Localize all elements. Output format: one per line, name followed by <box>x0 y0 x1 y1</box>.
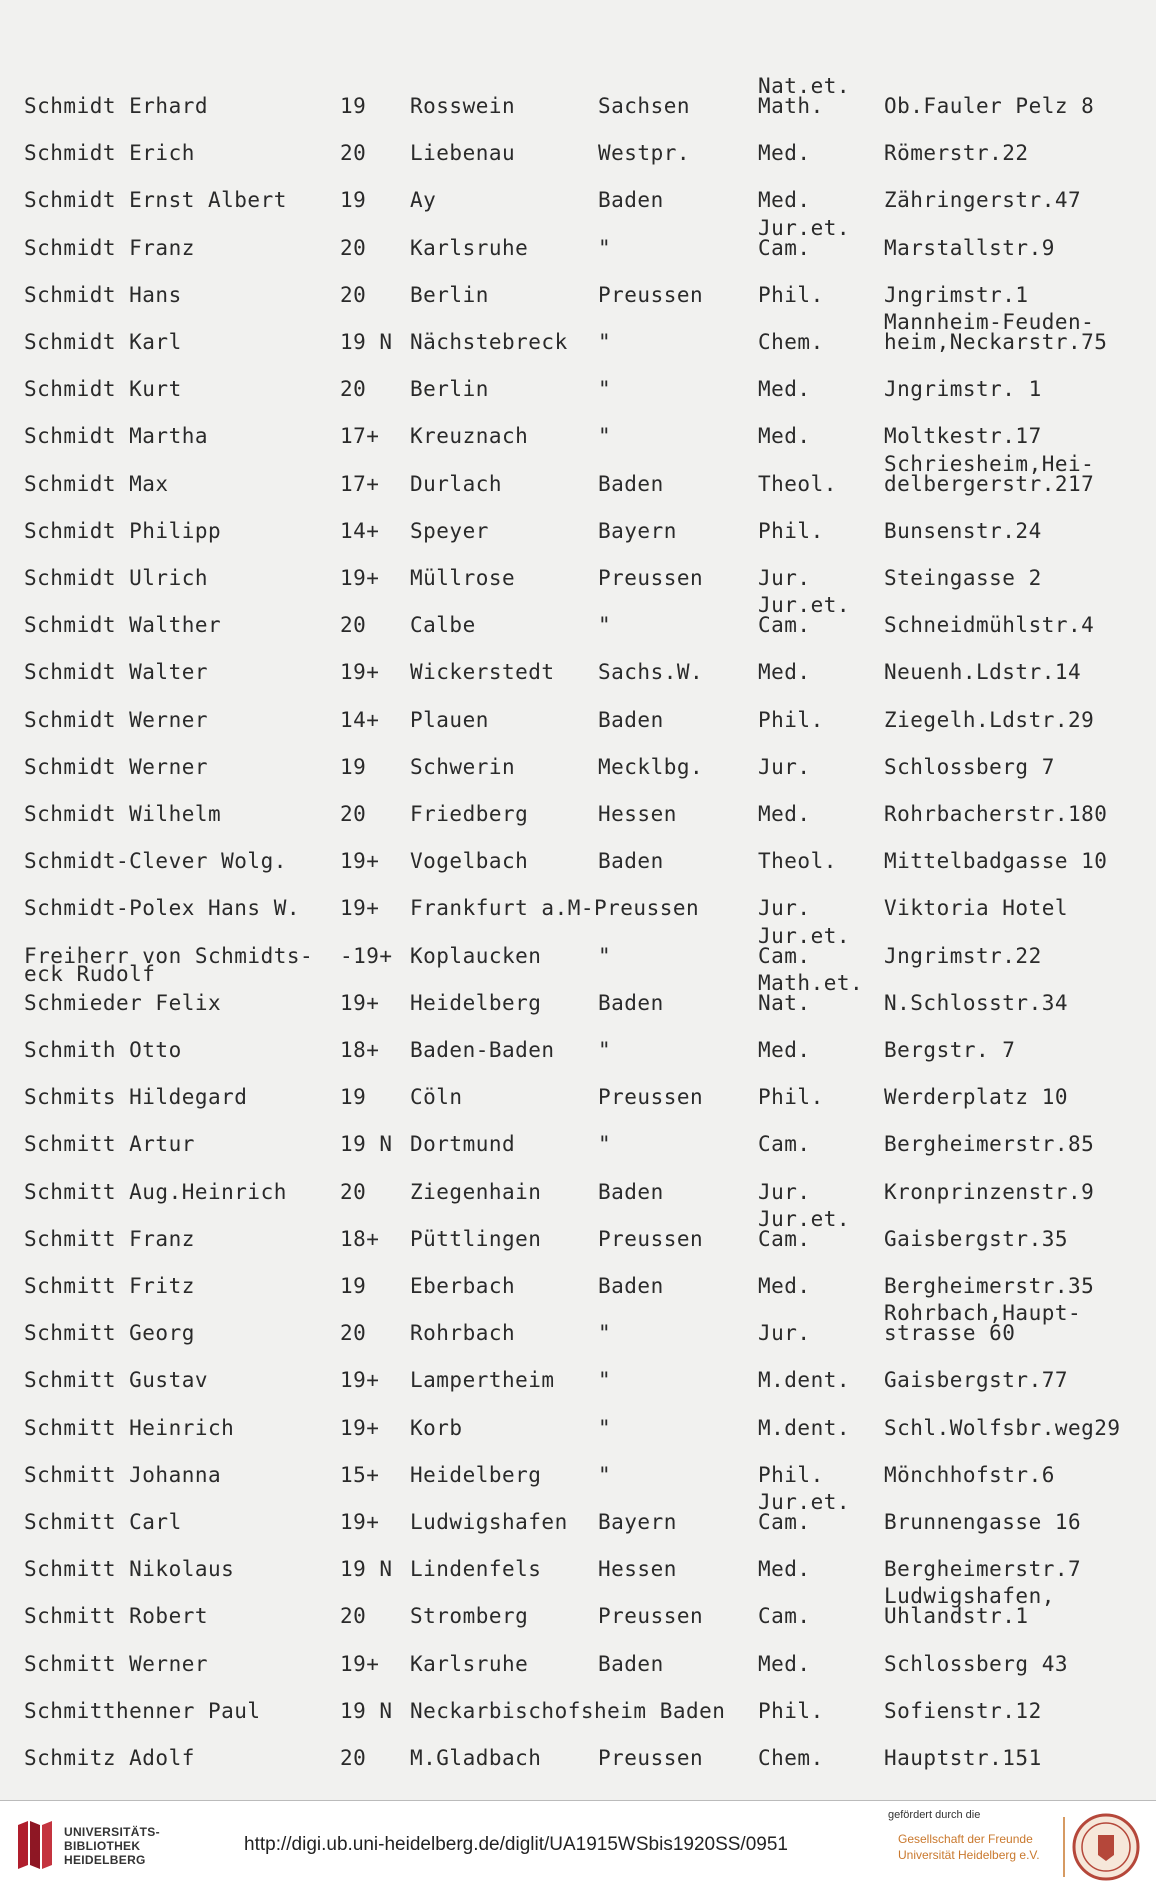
cell-addr: heim,Neckarstr.75 <box>884 330 1108 354</box>
register-row <box>0 1087 1156 1107</box>
cell-city: Karlsruhe <box>410 1652 529 1676</box>
cell-fac: Theol. <box>758 472 837 496</box>
cell-city: Friedberg <box>410 802 529 826</box>
cell-name: Schmidt Franz <box>24 236 195 260</box>
cell-fac: Theol. <box>758 849 837 873</box>
cell-fac: Jur. <box>758 755 811 779</box>
cell-fac-pre: Jur.et. <box>758 593 851 617</box>
cell-fac: Cam. <box>758 944 811 968</box>
cell-age: 17+ <box>340 424 380 448</box>
cell-city: Rosswein <box>410 94 516 118</box>
cell-city: Ziegenhain <box>410 1180 542 1204</box>
cell-fac: Chem. <box>758 330 824 354</box>
sponsor-name-line2: Universität Heidelberg e.V. <box>898 1848 1040 1862</box>
cell-name: Freiherr von Schmidts- <box>24 944 314 968</box>
register-row <box>0 1490 1156 1534</box>
register-row <box>0 1370 1156 1390</box>
cell-addr: Bergheimerstr.7 <box>884 1557 1082 1581</box>
cell-age: 19+ <box>340 1510 380 1534</box>
cell-addr: Bergstr. 7 <box>884 1038 1016 1062</box>
cell-city: Neckarbischofsheim Baden <box>410 1699 726 1723</box>
register-row <box>0 593 1156 637</box>
cell-city: Korb <box>410 1416 463 1440</box>
cell-fac: Cam. <box>758 1227 811 1251</box>
register-row <box>0 1654 1156 1674</box>
cell-fac: Phil. <box>758 1463 824 1487</box>
cell-city: Berlin <box>410 377 489 401</box>
cell-name: Schmitthenner Paul <box>24 1699 261 1723</box>
cell-land: Hessen <box>598 1557 677 1581</box>
cell-land: Baden <box>598 188 664 212</box>
cell-age: 19 N <box>340 1132 393 1156</box>
cell-age: 19 N <box>340 330 393 354</box>
cell-age: 19+ <box>340 1368 380 1392</box>
cell-age: 18+ <box>340 1038 380 1062</box>
cell-city: M.Gladbach <box>410 1746 542 1770</box>
register-row <box>0 74 1156 118</box>
cell-land: Westpr. <box>598 141 691 165</box>
cell-city: Cöln <box>410 1085 463 1109</box>
cell-fac: Phil. <box>758 1699 824 1723</box>
cell-land: Baden <box>598 1180 664 1204</box>
sponsor-name-line1: Gesellschaft der Freunde <box>898 1832 1033 1846</box>
cell-city: Vogelbach <box>410 849 529 873</box>
cell-age: 14+ <box>340 519 380 543</box>
cell-fac: Phil. <box>758 1085 824 1109</box>
cell-addr: Schlossberg 43 <box>884 1652 1069 1676</box>
cell-city: Ay <box>410 188 437 212</box>
cell-age: 20 <box>340 141 367 165</box>
cell-addr: Werderplatz 10 <box>884 1085 1069 1109</box>
cell-land: Preussen <box>598 1085 704 1109</box>
cell-addr: Ob.Fauler Pelz 8 <box>884 94 1095 118</box>
cell-city: Dortmund <box>410 1132 516 1156</box>
cell-city: Nächstebreck <box>410 330 568 354</box>
cell-name-continued: eck Rudolf <box>24 962 156 986</box>
cell-land: " <box>598 1416 612 1440</box>
cell-addr: Bergheimerstr.85 <box>884 1132 1095 1156</box>
cell-fac: Cam. <box>758 1510 811 1534</box>
cell-age: 20 <box>340 1746 367 1770</box>
cell-addr: Jngrimstr.22 <box>884 944 1042 968</box>
cell-name: Schmitt Carl <box>24 1510 182 1534</box>
cell-fac-pre: Jur.et. <box>758 924 851 948</box>
cell-name: Schmitt Franz <box>24 1227 195 1251</box>
cell-city: Liebenau <box>410 141 516 165</box>
cell-age: 20 <box>340 613 367 637</box>
cell-fac-pre: Jur.et. <box>758 1490 851 1514</box>
cell-age: 18+ <box>340 1227 380 1251</box>
cell-age: 19+ <box>340 991 380 1015</box>
cell-city: Plauen <box>410 708 489 732</box>
cell-fac: Jur. <box>758 1180 811 1204</box>
cell-fac: Cam. <box>758 236 811 260</box>
cell-name: Schmitt Artur <box>24 1132 195 1156</box>
cell-addr: Bunsenstr.24 <box>884 519 1042 543</box>
register-row <box>0 568 1156 588</box>
cell-city: Karlsruhe <box>410 236 529 260</box>
cell-name: Schmidt Ulrich <box>24 566 209 590</box>
cell-fac: Cam. <box>758 1132 811 1156</box>
cell-fac: Med. <box>758 188 811 212</box>
cell-land: " <box>598 1321 612 1345</box>
cell-city: Baden-Baden <box>410 1038 555 1062</box>
cell-city: Müllrose <box>410 566 516 590</box>
cell-name: Schmitt Robert <box>24 1604 209 1628</box>
cell-name: Schmidt Wilhelm <box>24 802 222 826</box>
cell-land: Preussen <box>598 1227 704 1251</box>
cell-addr: Römerstr.22 <box>884 141 1029 165</box>
cell-addr: Mönchhofstr.6 <box>884 1463 1055 1487</box>
cell-name: Schmidt-Clever Wolg. <box>24 849 287 873</box>
cell-fac: Med. <box>758 424 811 448</box>
cell-name: Schmith Otto <box>24 1038 182 1062</box>
cell-age: 19 <box>340 188 367 212</box>
cell-addr-pre: Rohrbach,Haupt- <box>884 1301 1082 1325</box>
cell-fac: Phil. <box>758 283 824 307</box>
cell-addr: Rohrbacherstr.180 <box>884 802 1108 826</box>
cell-age: 20 <box>340 1180 367 1204</box>
register-row <box>0 216 1156 260</box>
cell-addr: Jngrimstr.1 <box>884 283 1029 307</box>
cell-age: -19+ <box>340 944 393 968</box>
cell-age: 19 N <box>340 1557 393 1581</box>
cell-fac: Med. <box>758 1274 811 1298</box>
cell-name: Schmidt Kurt <box>24 377 182 401</box>
cell-fac: Phil. <box>758 519 824 543</box>
cell-addr: Mittelbadgasse 10 <box>884 849 1108 873</box>
cell-age: 20 <box>340 1604 367 1628</box>
register-row <box>0 1701 1156 1721</box>
cell-addr: Zähringerstr.47 <box>884 188 1082 212</box>
cell-name: Schmidt Erhard <box>24 94 209 118</box>
cell-city: Durlach <box>410 472 503 496</box>
cell-age: 19+ <box>340 896 380 920</box>
cell-land: Bayern <box>598 1510 677 1534</box>
cell-addr: Marstallstr.9 <box>884 236 1055 260</box>
register-row <box>0 1418 1156 1438</box>
cell-age: 19 <box>340 1274 367 1298</box>
cell-city: Lampertheim <box>410 1368 555 1392</box>
cell-fac: Med. <box>758 141 811 165</box>
cell-age: 14+ <box>340 708 380 732</box>
register-row <box>0 1207 1156 1251</box>
cell-age: 20 <box>340 377 367 401</box>
cell-addr: Schl.Wolfsbr.weg29 <box>884 1416 1121 1440</box>
cell-age: 19+ <box>340 849 380 873</box>
cell-fac: Med. <box>758 1557 811 1581</box>
cell-addr: Neuenh.Ldstr.14 <box>884 660 1082 684</box>
cell-city: Kreuznach <box>410 424 529 448</box>
cell-addr: Hauptstr.151 <box>884 1746 1042 1770</box>
cell-name: Schmitt Nikolaus <box>24 1557 235 1581</box>
cell-city: Frankfurt a.M-Preussen <box>410 896 700 920</box>
cell-land: Sachsen <box>598 94 691 118</box>
cell-city: Lindenfels <box>410 1557 542 1581</box>
library-name-line2: BIBLIOTHEK <box>64 1839 141 1853</box>
cell-fac: Jur. <box>758 566 811 590</box>
cell-fac: Nat. <box>758 991 811 1015</box>
cell-city: Heidelberg <box>410 1463 542 1487</box>
cell-land: Baden <box>598 849 664 873</box>
cell-addr: Viktoria Hotel <box>884 896 1069 920</box>
cell-name: Schmidt-Polex Hans W. <box>24 896 301 920</box>
cell-name: Schmitz Adolf <box>24 1746 195 1770</box>
cell-fac: M.dent. <box>758 1416 851 1440</box>
cell-fac: Phil. <box>758 708 824 732</box>
cell-land: " <box>598 613 612 637</box>
cell-addr-pre: Schriesheim,Hei- <box>884 452 1095 476</box>
cell-land: Hessen <box>598 802 677 826</box>
cell-city: Calbe <box>410 613 476 637</box>
register-row <box>0 379 1156 399</box>
register-row <box>0 426 1156 446</box>
cell-fac-pre: Jur.et. <box>758 1207 851 1231</box>
cell-name: Schmitt Aug.Heinrich <box>24 1180 287 1204</box>
cell-city: Rohrbach <box>410 1321 516 1345</box>
cell-land: Baden <box>598 472 664 496</box>
cell-name: Schmidt Martha <box>24 424 209 448</box>
cell-age: 19 N <box>340 1699 393 1723</box>
cell-age: 19 <box>340 1085 367 1109</box>
viewer-footer <box>0 1800 1156 1888</box>
cell-land: Preussen <box>598 1746 704 1770</box>
cell-fac: Med. <box>758 660 811 684</box>
cell-addr: Steingasse 2 <box>884 566 1042 590</box>
cell-land: Mecklbg. <box>598 755 704 779</box>
cell-age: 20 <box>340 1321 367 1345</box>
cell-name: Schmitt Georg <box>24 1321 195 1345</box>
cell-fac: Med. <box>758 1652 811 1676</box>
cell-addr: Moltkestr.17 <box>884 424 1042 448</box>
cell-land: " <box>598 377 612 401</box>
cell-addr-pre: Ludwigshafen, <box>884 1584 1055 1608</box>
cell-name: Schmitt Werner <box>24 1652 209 1676</box>
cell-land: " <box>598 1463 612 1487</box>
cell-fac-pre: Nat.et. <box>758 74 851 98</box>
cell-land: Preussen <box>598 566 704 590</box>
cell-age: 20 <box>340 802 367 826</box>
cell-age: 17+ <box>340 472 380 496</box>
cell-addr: N.Schlosstr.34 <box>884 991 1069 1015</box>
register-row <box>0 285 1156 305</box>
cell-city: Heidelberg <box>410 991 542 1015</box>
cell-name: Schmidt Hans <box>24 283 182 307</box>
sponsor-label: gefördert durch die <box>888 1809 981 1821</box>
cell-fac: Jur. <box>758 1321 811 1345</box>
cell-fac-pre: Jur.et. <box>758 216 851 240</box>
register-row <box>0 310 1156 354</box>
cell-city: Koplaucken <box>410 944 542 968</box>
cell-addr: Kronprinzenstr.9 <box>884 1180 1095 1204</box>
cell-name: Schmidt Max <box>24 472 169 496</box>
cell-name: Schmitt Heinrich <box>24 1416 235 1440</box>
cell-age: 19+ <box>340 1416 380 1440</box>
library-name <box>64 1825 160 1867</box>
cell-fac: Jur. <box>758 896 811 920</box>
register-row <box>0 143 1156 163</box>
cell-name: Schmidt Philipp <box>24 519 222 543</box>
register-row <box>0 851 1156 871</box>
cell-city: Wickerstedt <box>410 660 555 684</box>
cell-land: Baden <box>598 1652 664 1676</box>
cell-age: 19+ <box>340 566 380 590</box>
cell-land: Baden <box>598 708 664 732</box>
cell-fac-pre: Math.et. <box>758 971 864 995</box>
cell-land: " <box>598 1368 612 1392</box>
cell-name: Schmitt Gustav <box>24 1368 209 1392</box>
cell-addr: Schlossberg 7 <box>884 755 1055 779</box>
university-library-logo-icon <box>14 1819 56 1871</box>
cell-age: 20 <box>340 236 367 260</box>
register-row <box>0 1559 1156 1579</box>
cell-addr: Brunnengasse 16 <box>884 1510 1082 1534</box>
cell-age: 19 <box>340 755 367 779</box>
cell-name: Schmidt Walther <box>24 613 222 637</box>
university-seal-icon <box>1062 1811 1140 1883</box>
cell-land: Preussen <box>598 283 704 307</box>
register-row <box>0 1040 1156 1060</box>
cell-fac: Med. <box>758 377 811 401</box>
cell-addr: delbergerstr.217 <box>884 472 1095 496</box>
cell-addr: Jngrimstr. 1 <box>884 377 1042 401</box>
cell-land: " <box>598 236 612 260</box>
cell-city: Stromberg <box>410 1604 529 1628</box>
cell-name: Schmieder Felix <box>24 991 222 1015</box>
cell-name: Schmidt Werner <box>24 755 209 779</box>
register-row <box>0 452 1156 496</box>
cell-name: Schmitt Johanna <box>24 1463 222 1487</box>
cell-city: Berlin <box>410 283 489 307</box>
cell-name: Schmits Hildegard <box>24 1085 248 1109</box>
cell-land: " <box>598 330 612 354</box>
cell-name: Schmitt Fritz <box>24 1274 195 1298</box>
register-row <box>0 662 1156 682</box>
cell-addr: Sofienstr.12 <box>884 1699 1042 1723</box>
cell-age: 20 <box>340 283 367 307</box>
register-row <box>0 1182 1156 1202</box>
cell-fac: Med. <box>758 1038 811 1062</box>
cell-fac: Cam. <box>758 1604 811 1628</box>
cell-land: " <box>598 1132 612 1156</box>
register-row <box>0 898 1156 918</box>
cell-name: Schmidt Ernst Albert <box>24 188 287 212</box>
register-row <box>0 1276 1156 1296</box>
cell-addr: Gaisbergstr.77 <box>884 1368 1069 1392</box>
cell-name: Schmidt Erich <box>24 141 195 165</box>
register-row <box>0 1584 1156 1628</box>
permalink-url[interactable]: http://digi.ub.uni-heidelberg.de/diglit/UA1915WSbis1920SS/0951 <box>244 1834 788 1855</box>
cell-fac: Med. <box>758 802 811 826</box>
register-row <box>0 1748 1156 1768</box>
cell-addr: Schneidmühlstr.4 <box>884 613 1095 637</box>
cell-fac: Cam. <box>758 613 811 637</box>
cell-land: Baden <box>598 1274 664 1298</box>
cell-age: 19+ <box>340 1652 380 1676</box>
cell-age: 19 <box>340 94 367 118</box>
cell-land: Preussen <box>598 1604 704 1628</box>
register-row <box>0 710 1156 730</box>
cell-name: Schmidt Werner <box>24 708 209 732</box>
cell-city: Schwerin <box>410 755 516 779</box>
cell-city: Ludwigshafen <box>410 1510 568 1534</box>
cell-city: Speyer <box>410 519 489 543</box>
register-row <box>0 1134 1156 1154</box>
cell-name: Schmidt Walter <box>24 660 209 684</box>
register-row <box>0 521 1156 541</box>
cell-fac: Math. <box>758 94 824 118</box>
register-row <box>0 1465 1156 1485</box>
register-row <box>0 190 1156 210</box>
cell-land: " <box>598 1038 612 1062</box>
cell-addr: Gaisbergstr.35 <box>884 1227 1069 1251</box>
cell-addr: Bergheimerstr.35 <box>884 1274 1095 1298</box>
register-row <box>0 757 1156 777</box>
cell-addr: strasse 60 <box>884 1321 1016 1345</box>
cell-addr-pre: Mannheim-Feuden- <box>884 310 1095 334</box>
cell-addr: Ziegelh.Ldstr.29 <box>884 708 1095 732</box>
cell-city: Eberbach <box>410 1274 516 1298</box>
register-row <box>0 804 1156 824</box>
cell-land: Baden <box>598 991 664 1015</box>
cell-land: " <box>598 424 612 448</box>
cell-land: " <box>598 944 612 968</box>
sponsor-name <box>898 1831 1040 1863</box>
cell-age: 19+ <box>340 660 380 684</box>
cell-addr: Uhlandstr.1 <box>884 1604 1029 1628</box>
cell-city: Püttlingen <box>410 1227 542 1251</box>
cell-age: 15+ <box>340 1463 380 1487</box>
library-name-line1: UNIVERSITÄTS- <box>64 1825 160 1839</box>
cell-fac: M.dent. <box>758 1368 851 1392</box>
cell-name: Schmidt Karl <box>24 330 182 354</box>
register-row <box>0 1301 1156 1345</box>
cell-land: Sachs.W. <box>598 660 704 684</box>
cell-land: Bayern <box>598 519 677 543</box>
cell-fac: Chem. <box>758 1746 824 1770</box>
library-name-line3: HEIDELBERG <box>64 1853 146 1867</box>
